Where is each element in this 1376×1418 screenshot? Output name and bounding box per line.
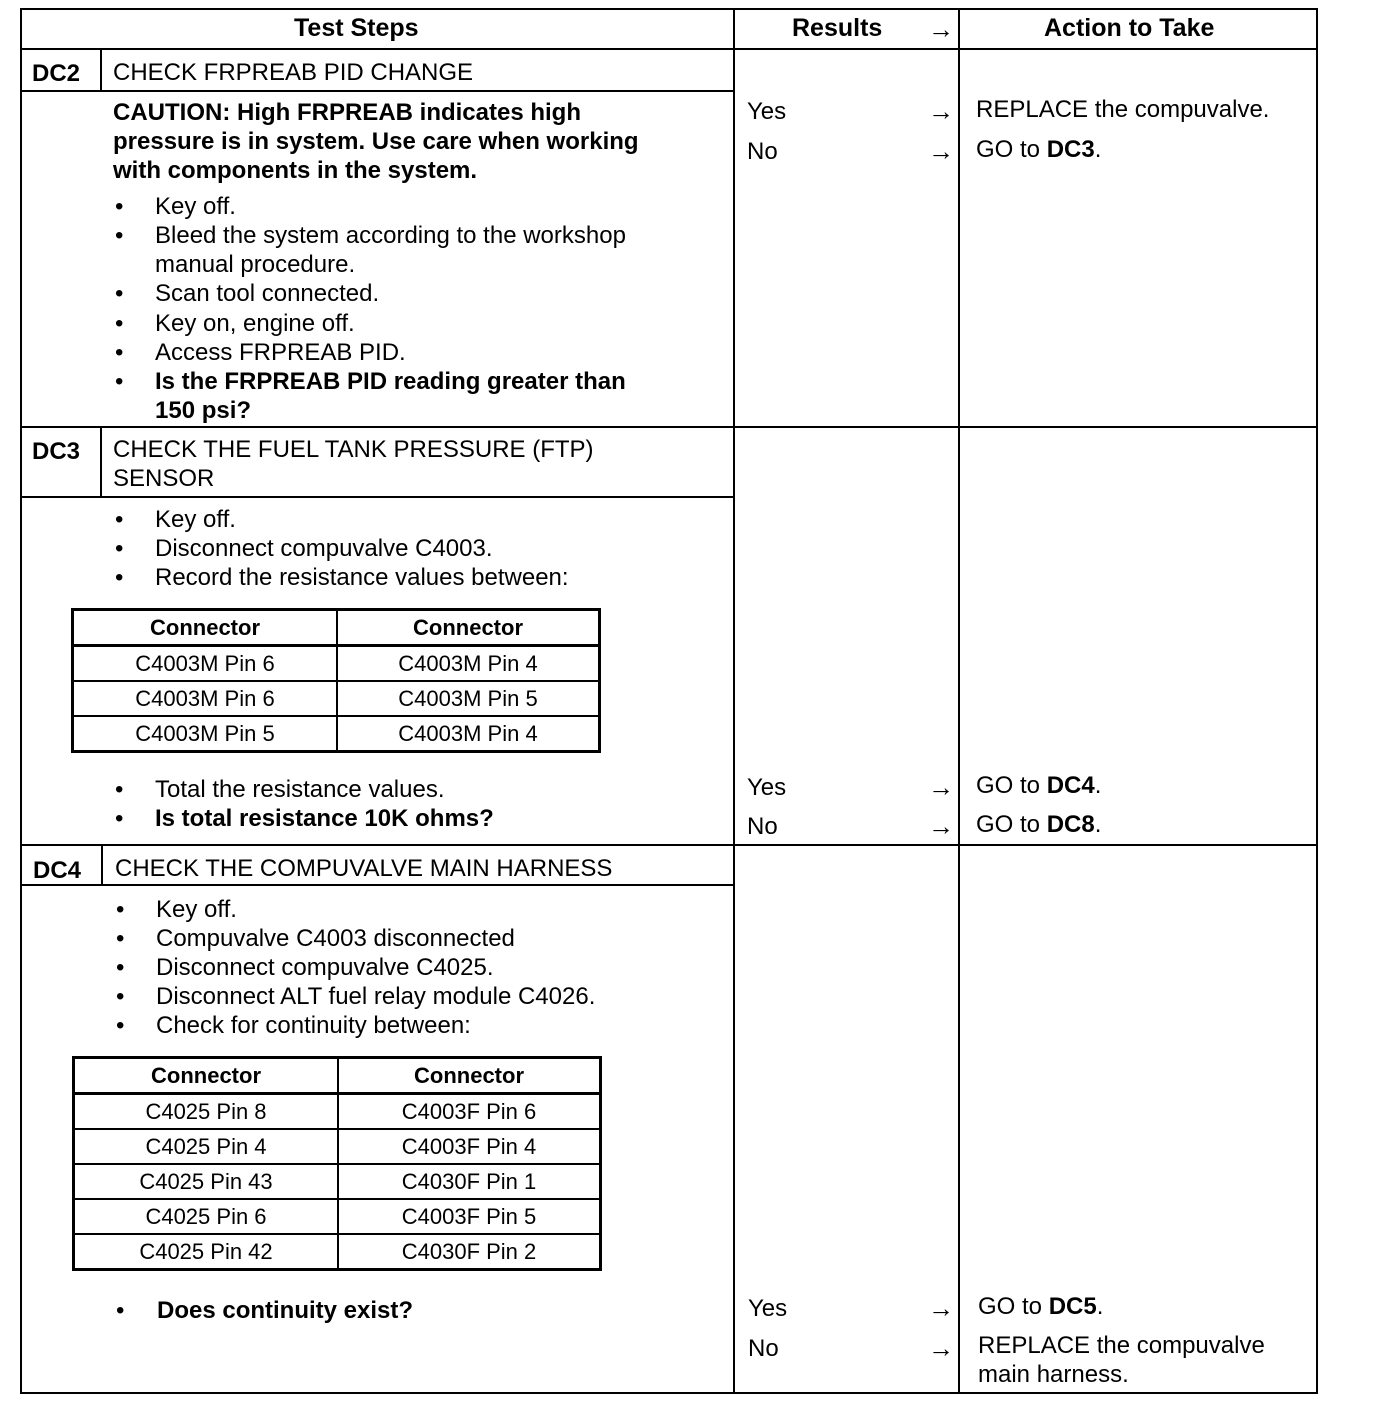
action-prefix: GO to xyxy=(976,772,1047,799)
resistance-table xyxy=(71,608,601,753)
action-suffix: . xyxy=(1094,811,1102,838)
table-cell: C4003M Pin 6 xyxy=(73,681,338,716)
action-target-link[interactable]: DC4 xyxy=(1046,772,1095,799)
action-target-link[interactable]: DC5 xyxy=(1048,1293,1097,1320)
arrow-icon: → xyxy=(928,96,954,126)
action-suffix: . xyxy=(1094,772,1102,799)
bullet-icon: • xyxy=(116,1297,125,1324)
bullet-text: Total the resistance values. xyxy=(155,776,445,803)
table-cell: C4003F Pin 5 xyxy=(338,1199,601,1234)
table-cell: C4003M Pin 4 xyxy=(337,716,600,752)
bullet-question: Does continuity exist? xyxy=(157,1297,414,1324)
result-yes: Yes xyxy=(748,1295,788,1322)
result-no: No xyxy=(747,813,778,840)
bullet-question: Is total resistance 10K ohms? xyxy=(155,805,494,832)
arrow-icon: → xyxy=(928,136,954,166)
bullet-text-continued: manual procedure. xyxy=(155,251,356,278)
bullet-icon: • xyxy=(116,983,125,1010)
bullet-text: Disconnect compuvalve C4025. xyxy=(156,954,494,981)
table-row xyxy=(74,1164,601,1199)
continuity-table xyxy=(72,1056,602,1271)
action-suffix: . xyxy=(1094,136,1102,163)
step-id-divider xyxy=(100,48,102,92)
step-title: CHECK THE FUEL TANK PRESSURE (FTP) xyxy=(113,436,594,463)
table-cell: C4003M Pin 5 xyxy=(337,681,600,716)
step-id-dc3: DC3 xyxy=(32,438,81,465)
step-title-divider xyxy=(20,496,733,498)
action-text xyxy=(978,1292,1103,1321)
result-no: No xyxy=(747,138,778,165)
arrow-icon: → xyxy=(928,772,954,802)
bullet-icon: • xyxy=(116,1012,125,1039)
table-row xyxy=(73,681,600,716)
table-cell: C4003F Pin 4 xyxy=(338,1129,601,1164)
header-results-arrow-icon: → xyxy=(928,14,954,44)
bullet-icon: • xyxy=(115,535,124,562)
bullet-icon: • xyxy=(115,805,124,832)
action-text xyxy=(976,135,1101,164)
table-row xyxy=(74,1129,601,1164)
table-cell: C4030F Pin 2 xyxy=(338,1234,601,1270)
table-cell: C4025 Pin 8 xyxy=(74,1094,339,1130)
header-test-steps: Test Steps xyxy=(294,14,419,42)
header-action: Action to Take xyxy=(1044,14,1215,42)
bullet-icon: • xyxy=(115,280,124,307)
bullet-icon: • xyxy=(115,193,124,220)
action-target-link[interactable]: DC3 xyxy=(1046,136,1095,163)
column-divider-action xyxy=(958,8,960,1394)
table-cell: C4025 Pin 43 xyxy=(74,1164,339,1199)
step-title: CHECK FRPREAB PID CHANGE xyxy=(113,59,474,86)
action-prefix: GO to xyxy=(978,1293,1049,1320)
bullet-text: Key on, engine off. xyxy=(155,310,355,337)
bullet-icon: • xyxy=(115,339,124,366)
column-divider-results xyxy=(733,8,735,1394)
step-id-divider xyxy=(100,426,102,498)
table-row xyxy=(73,646,600,682)
table-row xyxy=(73,716,600,752)
step-divider xyxy=(20,844,1318,846)
bullet-icon: • xyxy=(115,506,124,533)
step-title: CHECK THE COMPUVALVE MAIN HARNESS xyxy=(115,855,613,882)
table-row xyxy=(74,1094,601,1130)
header-divider xyxy=(20,48,1318,50)
arrow-icon: → xyxy=(928,811,954,841)
bullet-text: Key off. xyxy=(156,896,237,923)
bullet-icon: • xyxy=(115,222,124,249)
step-divider xyxy=(20,426,1318,428)
table-cell: C4030F Pin 1 xyxy=(338,1164,601,1199)
result-yes: Yes xyxy=(747,98,787,125)
step-id-dc2: DC2 xyxy=(32,60,81,87)
step-title-continued: SENSOR xyxy=(113,465,215,492)
table-header-row xyxy=(74,1058,601,1094)
action-prefix: GO to xyxy=(976,136,1047,163)
arrow-icon: → xyxy=(928,1293,954,1323)
table-row xyxy=(74,1199,601,1234)
caution-line: CAUTION: High FRPREAB indicates high xyxy=(113,99,581,126)
bullet-text: Scan tool connected. xyxy=(155,280,380,307)
bullet-icon: • xyxy=(115,776,124,803)
action-text-continued: main harness. xyxy=(978,1361,1129,1388)
action-text: REPLACE the compuvalve xyxy=(978,1332,1265,1359)
bullet-question: Is the FRPREAB PID reading greater than xyxy=(155,368,626,395)
caution-line: pressure is in system. Use care when working xyxy=(113,128,639,155)
header-results: Results xyxy=(792,14,883,42)
bullet-icon: • xyxy=(115,368,124,395)
result-yes: Yes xyxy=(747,774,787,801)
table-header: Connector xyxy=(338,1058,601,1094)
arrow-icon: → xyxy=(928,1333,954,1363)
table-header: Connector xyxy=(74,1058,339,1094)
action-suffix: . xyxy=(1096,1293,1104,1320)
bullet-icon: • xyxy=(116,954,125,981)
action-prefix: GO to xyxy=(976,811,1047,838)
table-cell: C4003M Pin 6 xyxy=(73,646,338,682)
bullet-question-continued: 150 psi? xyxy=(155,397,252,424)
bullet-icon: • xyxy=(116,925,125,952)
bullet-text: Compuvalve C4003 disconnected xyxy=(156,925,515,952)
bullet-text: Record the resistance values between: xyxy=(155,564,569,591)
bullet-text: Bleed the system according to the workshop xyxy=(155,222,626,249)
table-cell: C4003M Pin 4 xyxy=(337,646,600,682)
step-title-divider xyxy=(20,90,733,92)
table-cell: C4025 Pin 4 xyxy=(74,1129,339,1164)
bullet-icon: • xyxy=(115,564,124,591)
bullet-text: Key off. xyxy=(155,193,236,220)
table-row xyxy=(74,1234,601,1270)
step-id-divider xyxy=(101,844,103,886)
action-text xyxy=(976,810,1101,839)
action-text xyxy=(976,771,1101,800)
bullet-icon: • xyxy=(116,896,125,923)
table-header: Connector xyxy=(73,610,338,646)
bullet-text: Disconnect compuvalve C4003. xyxy=(155,535,493,562)
bullet-text: Disconnect ALT fuel relay module C4026. xyxy=(156,983,596,1010)
bullet-text: Check for continuity between: xyxy=(156,1012,471,1039)
bullet-icon: • xyxy=(115,310,124,337)
table-cell: C4003F Pin 6 xyxy=(338,1094,601,1130)
result-no: No xyxy=(748,1335,779,1362)
table-cell: C4003M Pin 5 xyxy=(73,716,338,752)
table-header: Connector xyxy=(337,610,600,646)
step-id-dc4: DC4 xyxy=(33,857,82,884)
table-cell: C4025 Pin 6 xyxy=(74,1199,339,1234)
caution-line: with components in the system. xyxy=(113,157,478,184)
bullet-text: Access FRPREAB PID. xyxy=(155,339,406,366)
action-target-link[interactable]: DC8 xyxy=(1046,811,1095,838)
bullet-text: Key off. xyxy=(155,506,236,533)
step-title-divider xyxy=(20,884,733,886)
action-text: REPLACE the compuvalve. xyxy=(976,96,1270,123)
table-cell: C4025 Pin 42 xyxy=(74,1234,339,1270)
table-header-row xyxy=(73,610,600,646)
